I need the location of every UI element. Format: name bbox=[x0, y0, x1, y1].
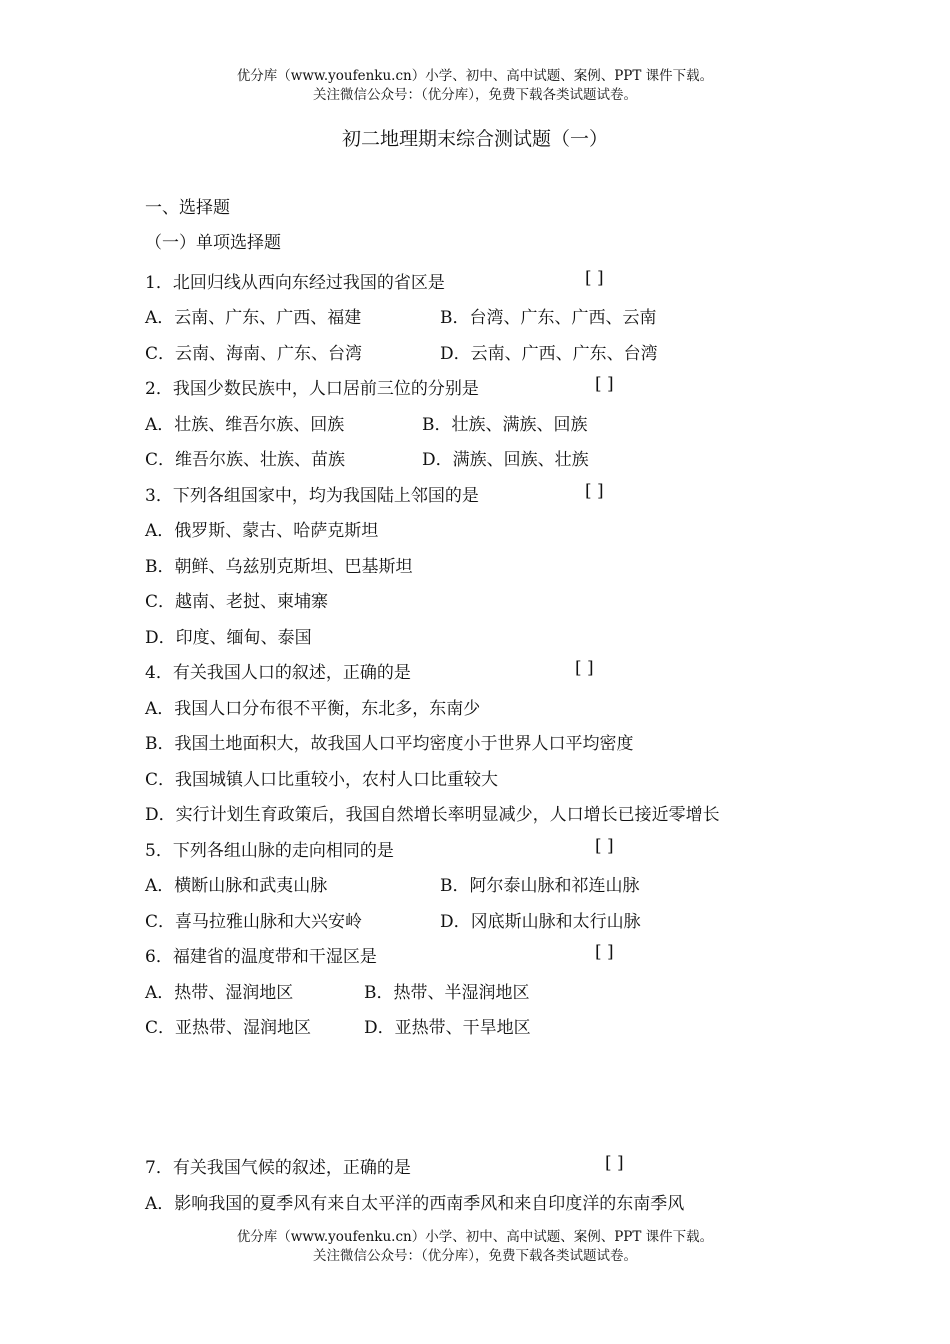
question-1-stem: 1．北回归线从西向东经过我国的省区是 bbox=[145, 273, 445, 293]
question-2-option-d: D．满族、回族、壮族 bbox=[422, 450, 589, 470]
question-4-option-a: A．我国人口分布很不平衡，东北多，东南少 bbox=[145, 699, 481, 719]
question-5-answer-bracket: [ ] bbox=[595, 836, 614, 856]
question-2-stem: 2．我国少数民族中，人口居前三位的分别是 bbox=[145, 379, 479, 399]
question-1-option-b: B．台湾、广东、广西、云南 bbox=[440, 308, 657, 328]
header-line-2: 关注微信公众号：（优分库），免费下载各类试题试卷。 bbox=[313, 87, 637, 103]
question-3-answer-bracket: [ ] bbox=[585, 481, 604, 501]
question-1-answer-bracket: [ ] bbox=[585, 268, 604, 288]
question-2-answer-bracket: [ ] bbox=[595, 374, 614, 394]
page-header bbox=[0, 67, 950, 105]
exam-title: 初二地理期末综合测试题（一） bbox=[341, 128, 608, 150]
question-6-answer-bracket: [ ] bbox=[595, 942, 614, 962]
question-5-stem: 5．下列各组山脉的走向相同的是 bbox=[145, 841, 394, 861]
footer-line-1: 优分库（www.youfenku.cn）小学、初中、高中试题、案例、PPT 课件下载。 bbox=[236, 1229, 714, 1245]
question-3-option-d: D．印度、缅甸、泰国 bbox=[145, 628, 312, 648]
question-3-stem: 3．下列各组国家中，均为我国陆上邻国的是 bbox=[145, 486, 479, 506]
question-4-option-c: C．我国城镇人口比重较小，农村人口比重较大 bbox=[145, 770, 499, 790]
question-6-option-c: C．亚热带、湿润地区 bbox=[145, 1018, 312, 1038]
question-5-option-b: B．阿尔泰山脉和祁连山脉 bbox=[440, 876, 640, 896]
question-7-stem: 7．有关我国气候的叙述，正确的是 bbox=[145, 1158, 411, 1178]
question-6-option-d: D．亚热带、干旱地区 bbox=[364, 1018, 531, 1038]
question-6-option-b: B．热带、半湿润地区 bbox=[364, 983, 530, 1003]
question-7-answer-bracket: [ ] bbox=[605, 1153, 624, 1173]
question-5-option-a: A．横断山脉和武夷山脉 bbox=[145, 876, 328, 896]
question-2-option-b: B．壮族、满族、回族 bbox=[422, 415, 588, 435]
question-6-option-a: A．热带、湿润地区 bbox=[145, 983, 294, 1003]
header-line-1: 优分库（www.youfenku.cn）小学、初中、高中试题、案例、PPT 课件下载。 bbox=[236, 68, 714, 84]
question-3-option-b: B．朝鲜、乌兹别克斯坦、巴基斯坦 bbox=[145, 557, 413, 577]
question-2-option-a: A．壮族、维吾尔族、回族 bbox=[145, 415, 345, 435]
section-heading: 一、选择题 bbox=[145, 198, 230, 218]
question-2-option-c: C．维吾尔族、壮族、苗族 bbox=[145, 450, 346, 470]
question-5-option-d: D．冈底斯山脉和太行山脉 bbox=[440, 912, 641, 932]
subsection-heading: （一）单项选择题 bbox=[145, 233, 281, 253]
question-4-option-d: D．实行计划生育政策后，我国自然增长率明显减少，人口增长已接近零增长 bbox=[145, 805, 720, 825]
question-7-option-a: A．影响我国的夏季风有来自太平洋的西南季风和来自印度洋的东南季风 bbox=[145, 1194, 685, 1214]
footer-line-2: 关注微信公众号：（优分库），免费下载各类试题试卷。 bbox=[313, 1248, 637, 1264]
question-6-stem: 6．福建省的温度带和干湿区是 bbox=[145, 947, 377, 967]
question-4-answer-bracket: [ ] bbox=[575, 658, 594, 678]
question-5-option-c: C．喜马拉雅山脉和大兴安岭 bbox=[145, 912, 363, 932]
question-1-option-d: D．云南、广西、广东、台湾 bbox=[440, 344, 658, 364]
question-1-option-a: A．云南、广东、广西、福建 bbox=[145, 308, 362, 328]
question-1-option-c: C．云南、海南、广东、台湾 bbox=[145, 344, 363, 364]
question-3-option-a: A．俄罗斯、蒙古、哈萨克斯坦 bbox=[145, 521, 379, 541]
question-3-option-c: C．越南、老挝、柬埔寨 bbox=[145, 592, 329, 612]
question-4-stem: 4．有关我国人口的叙述，正确的是 bbox=[145, 663, 411, 683]
page-footer bbox=[0, 1228, 950, 1266]
question-4-option-b: B．我国土地面积大，故我国人口平均密度小于世界人口平均密度 bbox=[145, 734, 634, 754]
